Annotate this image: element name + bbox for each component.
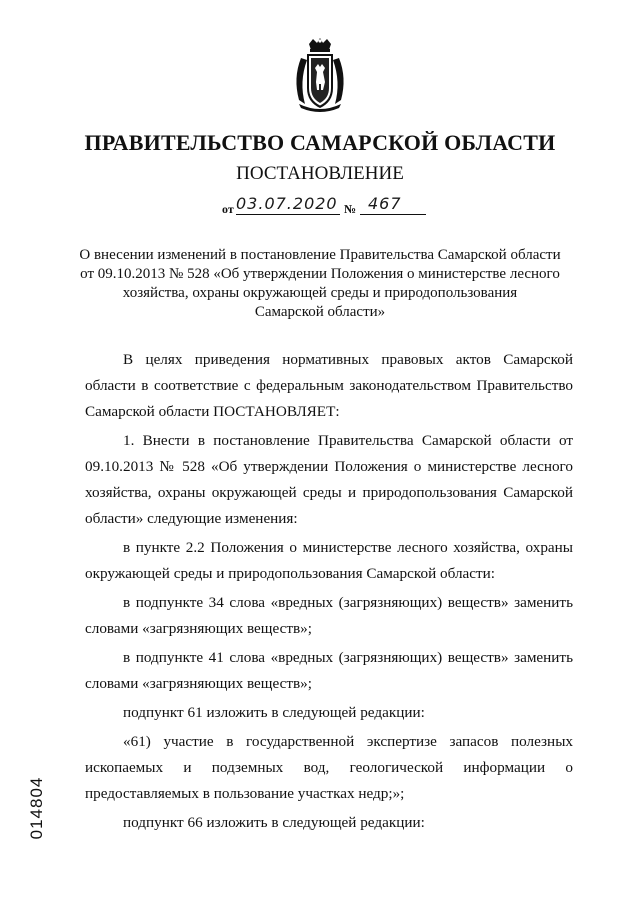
number-underline — [360, 214, 426, 215]
number-prefix: № — [344, 202, 357, 216]
document-number: 467 — [368, 194, 402, 213]
body-paragraph: 1. Внести в постановление Правительства Самарской области от 09.10.2013 № 528 «Об утверждении Положения о министерстве лесного хозяйства, охраны окружающей среды и природопользования Самарской области» следующие изменения: — [85, 432, 573, 527]
subject-line: от 09.10.2013 № 528 «Об утверждении Положения о министерстве лесного — [80, 266, 560, 282]
document-date-number-line — [222, 194, 442, 218]
body-paragraph: В целях приведения нормативных правовых актов Самарской области в соответствие с федеральным законодательством Правительство Самарской области ПОСТАНОВЛЯЕТ: — [85, 351, 573, 420]
document-date: 03.07.2020 — [236, 194, 338, 213]
serial-number-text: 014804 — [27, 776, 46, 840]
document-body — [85, 347, 573, 839]
body-paragraph: «61) участие в государственной экспертизе запасов полезных ископаемых и подземных вод, геологической информации о предоставляемых в пользование участках недр;»; — [85, 733, 573, 802]
date-prefix: от — [222, 202, 234, 216]
body-paragraph: подпункт 61 изложить в следующей редакции: — [123, 704, 425, 721]
samara-coat-of-arms-icon — [289, 38, 351, 114]
body-paragraph: в подпункте 34 слова «вредных (загрязняющих) веществ» заменить словами «загрязняющих веществ»; — [85, 594, 573, 637]
organization-title: ПРАВИТЕЛЬСТВО САМАРСКОЙ ОБЛАСТИ — [84, 130, 556, 155]
body-paragraph: в пункте 2.2 Положения о министерстве лесного хозяйства, охраны окружающей среды и природопользования Самарской области: — [85, 539, 573, 582]
body-paragraph: в подпункте 41 слова «вредных (загрязняющих) веществ» заменить словами «загрязняющих веществ»; — [85, 649, 573, 692]
document-type: ПОСТАНОВЛЕНИЕ — [236, 163, 404, 184]
subject-line: О внесении изменений в постановление Правительства Самарской области — [79, 247, 561, 263]
document-subject — [0, 246, 640, 322]
subject-line: Самарской области» — [254, 304, 386, 320]
body-paragraph: подпункт 66 изложить в следующей редакции: — [123, 814, 425, 831]
date-underline — [236, 214, 340, 215]
subject-line: хозяйства, охраны окружающей среды и природопользования — [122, 285, 518, 301]
